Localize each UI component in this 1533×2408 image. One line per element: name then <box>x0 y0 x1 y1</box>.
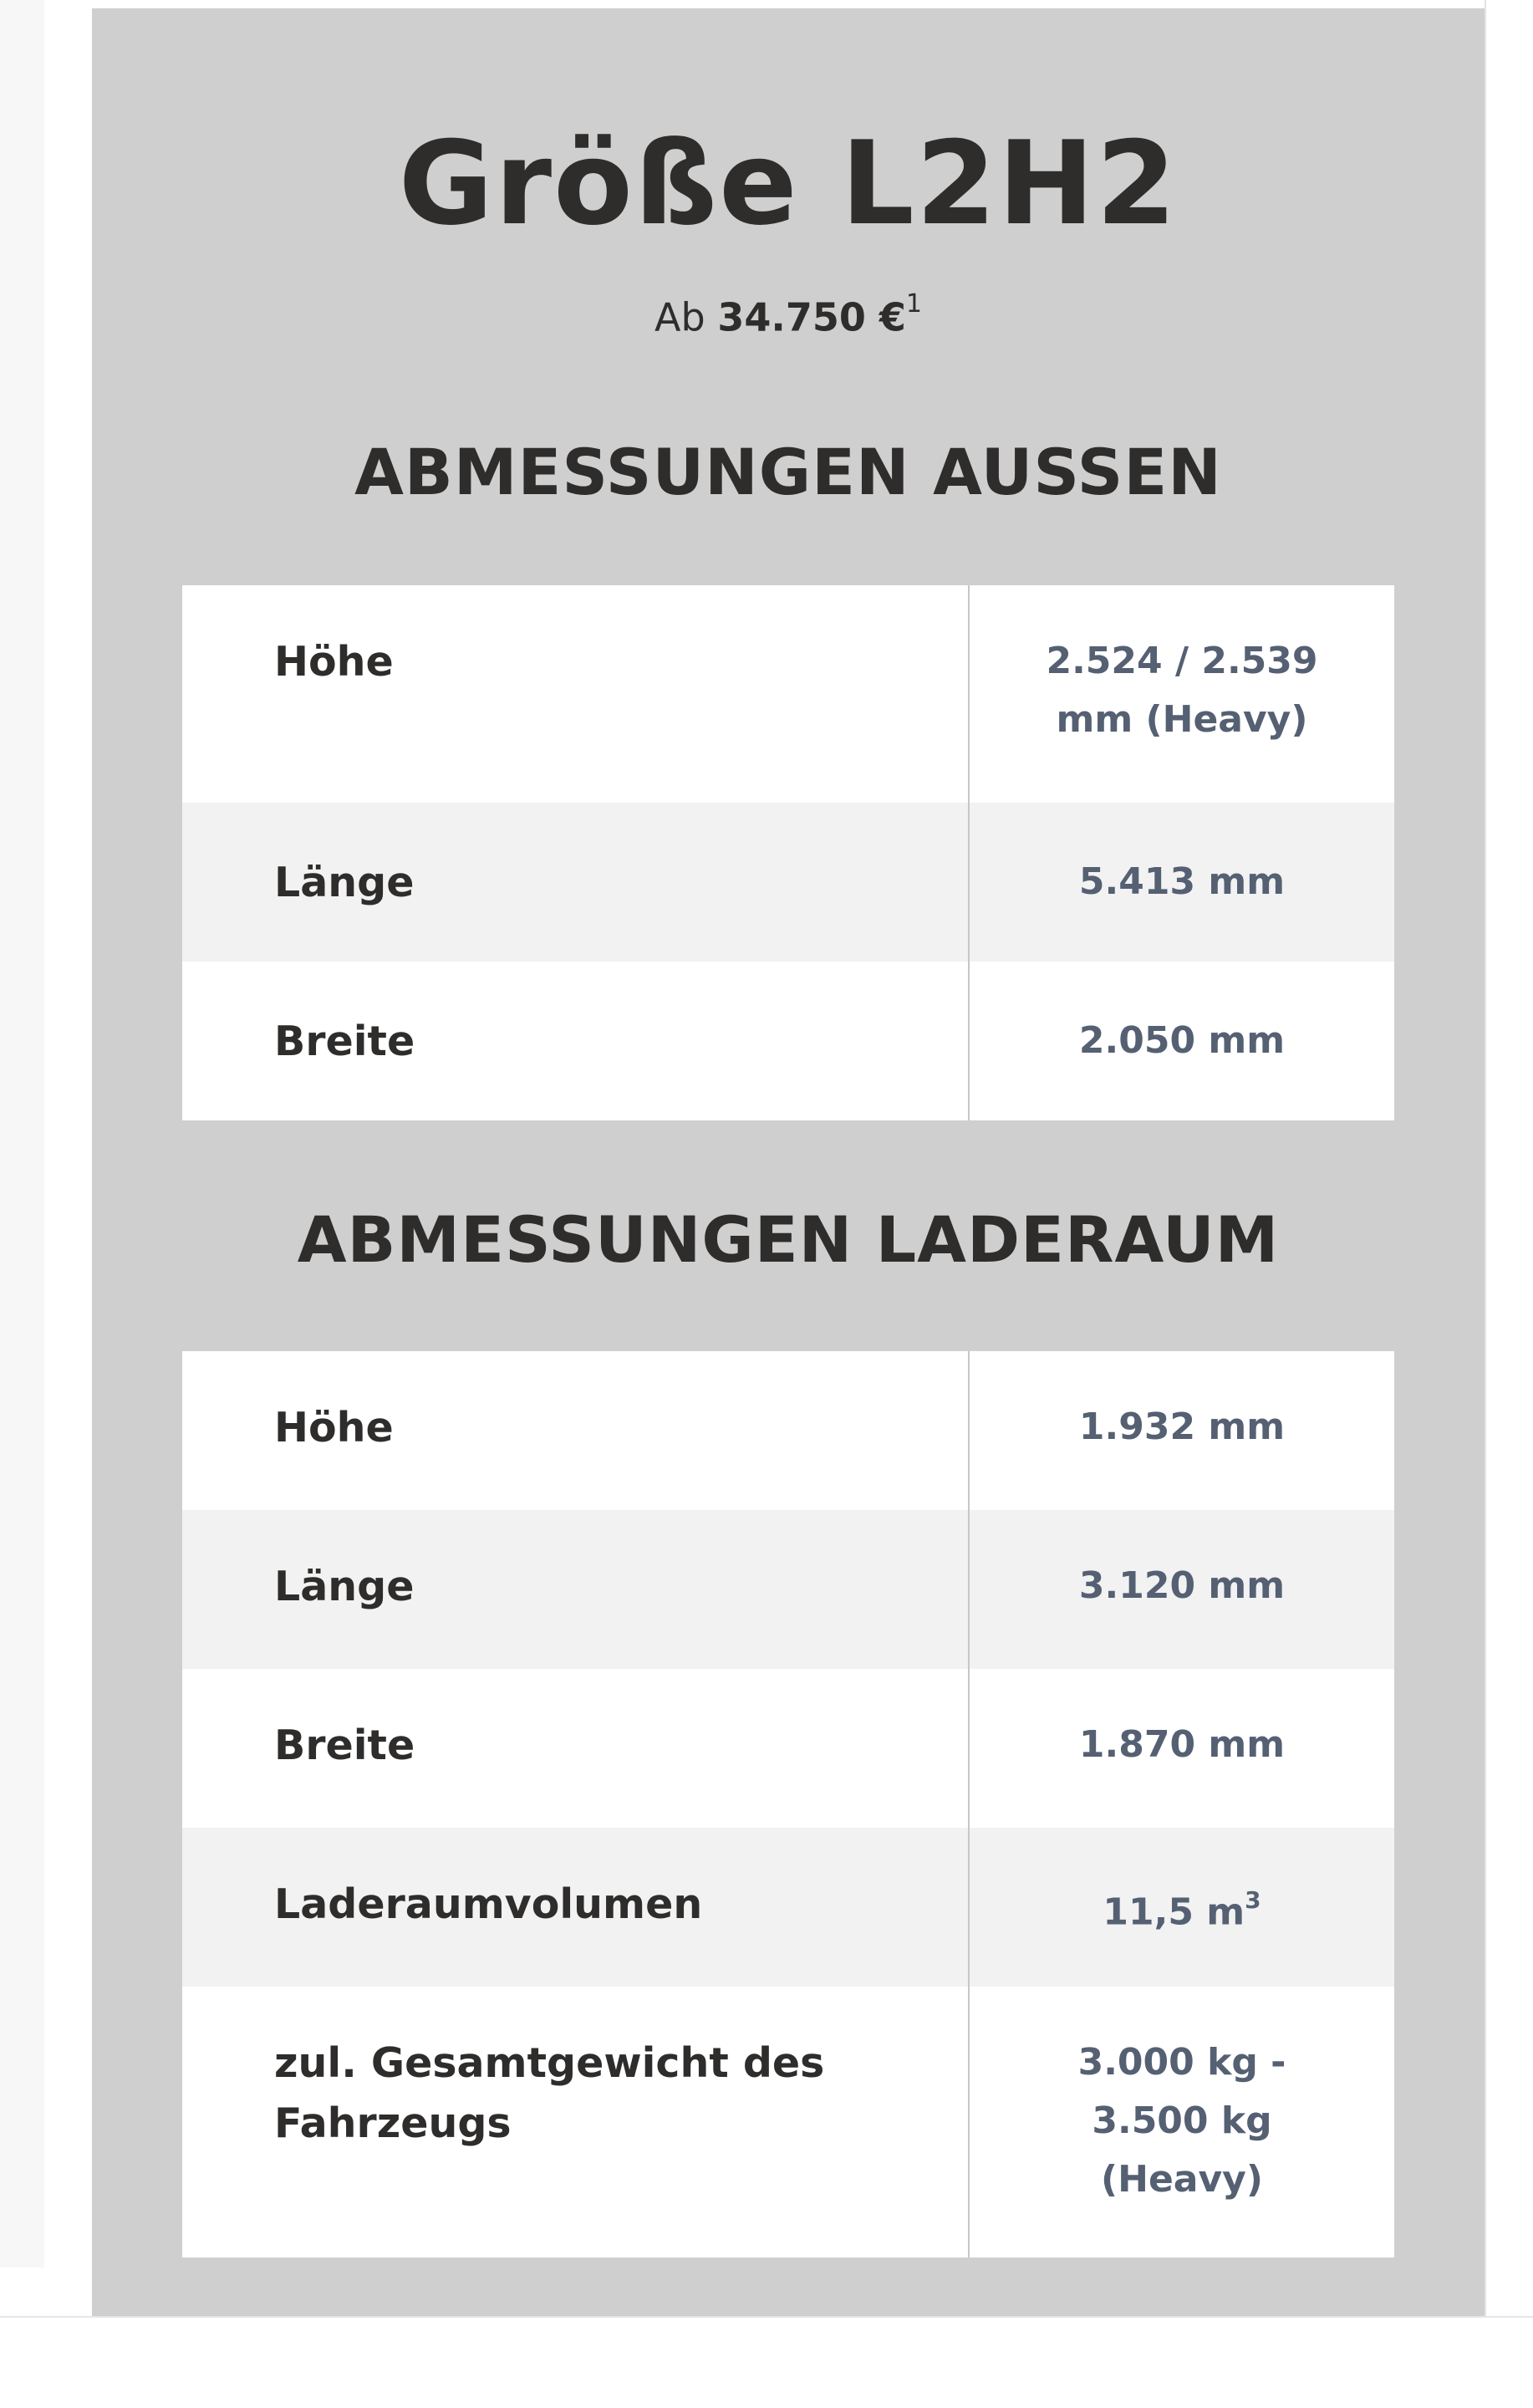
row-label-line: Fahrzeugs <box>274 2099 512 2147</box>
row-value: 3.120 mm <box>968 1510 1394 1669</box>
page-title: Größe L2H2 <box>398 116 1179 251</box>
row-value-line: 2.524 / 2.539 <box>1046 640 1318 682</box>
row-label: Länge <box>274 1563 415 1610</box>
table-laderaum <box>182 1351 1394 2258</box>
table-aussen <box>182 585 1394 1120</box>
price-amount: 34.750 € <box>717 294 906 340</box>
row-value <box>968 585 1394 803</box>
table-row <box>182 803 1394 962</box>
row-label: Breite <box>274 1722 415 1769</box>
row-label: Höhe <box>274 1404 394 1451</box>
row-label-line: zul. Gesamtgewicht des <box>274 2039 825 2087</box>
row-label: Breite <box>274 1018 415 1065</box>
right-gutter <box>1485 0 1533 2316</box>
row-value-line: 3.000 kg - <box>1077 2041 1286 2084</box>
table-row <box>182 1987 1394 2258</box>
table-row <box>182 962 1394 1120</box>
bottom-divider <box>0 2316 1533 2318</box>
row-value <box>968 1987 1394 2258</box>
price-line <box>92 284 1485 342</box>
table-row <box>182 1828 1394 1987</box>
row-label: Laderaumvolumen <box>274 1880 703 1928</box>
row-value: 5.413 mm <box>968 803 1394 962</box>
table-row <box>182 1510 1394 1669</box>
left-page-strip <box>0 0 44 2268</box>
row-label <box>182 1987 968 2258</box>
row-value: 2.050 mm <box>968 962 1394 1120</box>
table-row <box>182 1669 1394 1828</box>
row-value-line: mm (Heavy) <box>1056 698 1308 741</box>
row-value-line: (Heavy) <box>1101 2158 1263 2201</box>
left-gutter <box>44 0 92 2316</box>
row-value-base: 11,5 m <box>1103 1890 1245 1934</box>
price-footnote: 1 <box>905 289 922 319</box>
section-heading-laderaum: ABMESSUNGEN LADERAUM <box>297 1202 1280 1277</box>
row-value-superscript: 3 <box>1245 1886 1261 1914</box>
row-label: Höhe <box>274 638 394 686</box>
price-prefix: Ab <box>654 294 705 340</box>
table-row <box>182 1351 1394 1510</box>
row-value <box>968 1828 1394 1987</box>
row-label: Länge <box>274 859 415 906</box>
section-heading-aussen: ABMESSUNGEN AUSSEN <box>354 435 1222 509</box>
row-value: 1.932 mm <box>968 1351 1394 1510</box>
row-value: 1.870 mm <box>968 1669 1394 1828</box>
table-row <box>182 585 1394 803</box>
row-value-line: 3.500 kg <box>1092 2099 1272 2142</box>
